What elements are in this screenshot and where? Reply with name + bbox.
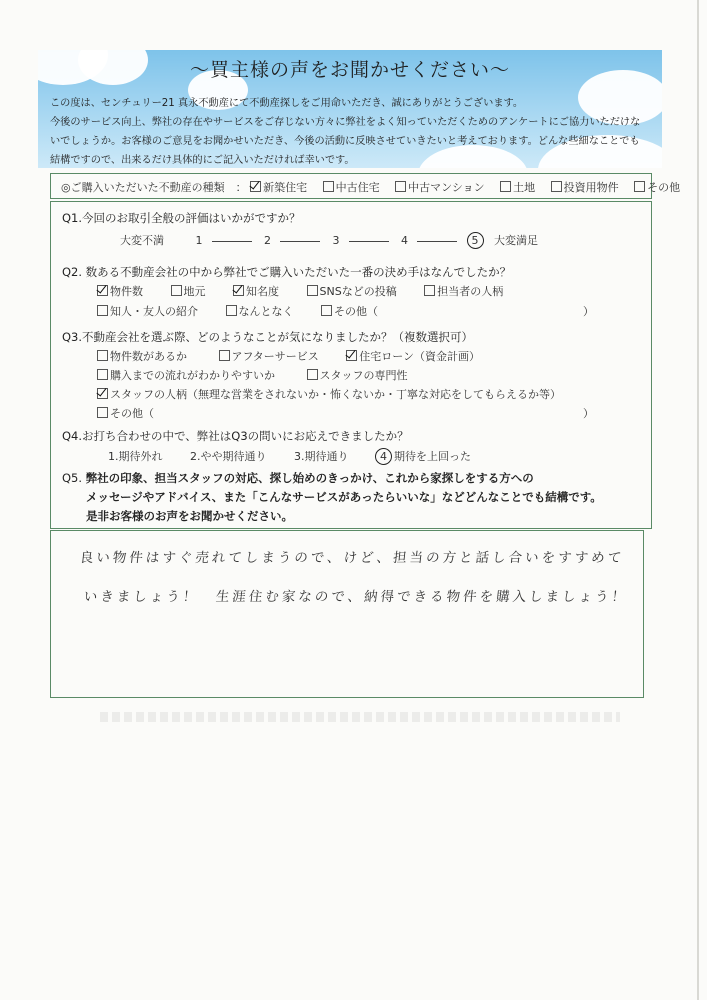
checkbox-used-condo[interactable] bbox=[395, 181, 406, 192]
checkbox-q2-other[interactable] bbox=[321, 305, 332, 316]
q2-options-row2: 知人・友人の紹介 なんとなく その他（ bbox=[97, 303, 390, 319]
q5-question-line2: メッセージやアドバイス、また「こんなサービスがあったらいいな」などどんなことでも結構です。 bbox=[86, 490, 602, 504]
q2-options-row1: 物件数 地元 知名度 SNSなどの投稿 担当者の人柄 bbox=[97, 283, 515, 299]
checkbox-new-house[interactable] bbox=[250, 181, 261, 192]
checkbox-q2-listings[interactable] bbox=[97, 285, 108, 296]
q4-selected-circle[interactable]: 4 bbox=[375, 448, 392, 465]
q5-question-line1: Q5. 弊社の印象、担当スタッフの対応、探し始めのきっかけ、これから家探しをする方への bbox=[62, 471, 534, 485]
checkbox-q2-recognition[interactable] bbox=[233, 285, 244, 296]
q3-options-row2: 購入までの流れがわかりやすいか スタッフの専門性 bbox=[97, 367, 420, 383]
checkbox-other[interactable] bbox=[634, 181, 645, 192]
page-title: 〜買主様の声をお聞かせください〜 bbox=[189, 59, 510, 81]
q3-option-row4: その他（ bbox=[97, 405, 154, 421]
answer-line2: いきましょう！ 生涯住む家なので、納得できる物件を購入しましょう！ bbox=[82, 589, 629, 605]
answer-line1: 良い物件はすぐ売れてしまうので、けど、担当の方と話し合いをすすめて bbox=[78, 550, 626, 566]
checkbox-q3-other[interactable] bbox=[97, 407, 108, 418]
q3-options-row1: 物件数があるか アフターサービス 住宅ローン（資金計画） bbox=[97, 348, 492, 364]
checkbox-land[interactable] bbox=[500, 181, 511, 192]
q3-option-row3: スタッフの人柄（無理な営業をされないか・怖くないか・丁寧な対応をしてもらえるか等） bbox=[97, 386, 561, 402]
checkbox-q3-process-clarity[interactable] bbox=[97, 369, 108, 380]
q4-options: 1.期待外れ 2.やや期待通り 3.期待通り 4 期待を上回った bbox=[108, 450, 471, 463]
checkbox-q3-listings[interactable] bbox=[97, 350, 108, 361]
checkbox-q3-after-service[interactable] bbox=[219, 350, 230, 361]
q1-question: Q1.今回のお取引全般の評価はいかがですか？ bbox=[62, 211, 301, 225]
checkbox-used-house[interactable] bbox=[323, 181, 334, 192]
page-edge bbox=[697, 0, 699, 1000]
q1-selected-circle[interactable]: 5 bbox=[467, 232, 484, 249]
q2-question: Q2. 数ある不動産会社の中から弊社でご購入いただいた一番の決め手はなんでしたか？ bbox=[62, 265, 512, 279]
q3-question: Q3.不動産会社を選ぶ際、どのようなことが気になりましたか？（複数選択可） bbox=[62, 330, 474, 344]
checkbox-q3-staff-personality[interactable] bbox=[97, 388, 108, 399]
checkbox-investment[interactable] bbox=[551, 181, 562, 192]
q5-question-line3: 是非お客様のお声をお聞かせください。 bbox=[86, 509, 293, 523]
checkbox-q2-no-reason[interactable] bbox=[226, 305, 237, 316]
intro-text: この度は、センチュリー21 真永不動産にて不動産探しをご用命いただき、誠にありがとうございます。 今後のサービス向上、弊社の存在やサービスをご存じない方々に弊社をよく知っていただくためのアンケートにご協力いただけな いでしょうか。お客様のご意見をお聞かせいただき、今後の活動に反映させていきたいと考えております。どんな些細なことでも 結構ですので、出来るだけ具体的にご記入いただければ幸いです。 bbox=[50, 98, 641, 166]
q1-scale: 大変不満 1 2 3 4 5 大変満足 bbox=[120, 234, 538, 247]
checkbox-q2-local[interactable] bbox=[171, 285, 182, 296]
header-banner bbox=[38, 50, 662, 168]
checkbox-q2-referral[interactable] bbox=[97, 305, 108, 316]
checkbox-q3-home-loan[interactable] bbox=[346, 350, 357, 361]
checkbox-q3-expertise[interactable] bbox=[307, 369, 318, 380]
property-type-box: ◎ご購入いただいた不動産の種類 ： 新築住宅 中古住宅 中古マンション 土地 投資用物件 その他 bbox=[50, 173, 652, 199]
bleed-through-shadow bbox=[100, 712, 620, 722]
checkbox-q2-sns[interactable] bbox=[307, 285, 318, 296]
property-type-label: ◎ご購入いただいた不動産の種類 ： bbox=[61, 181, 247, 194]
q4-question: Q4.お打ち合わせの中で、弊社はQ3の問いにお応えできましたか？ bbox=[62, 429, 409, 443]
checkbox-q2-staff-personality[interactable] bbox=[424, 285, 435, 296]
